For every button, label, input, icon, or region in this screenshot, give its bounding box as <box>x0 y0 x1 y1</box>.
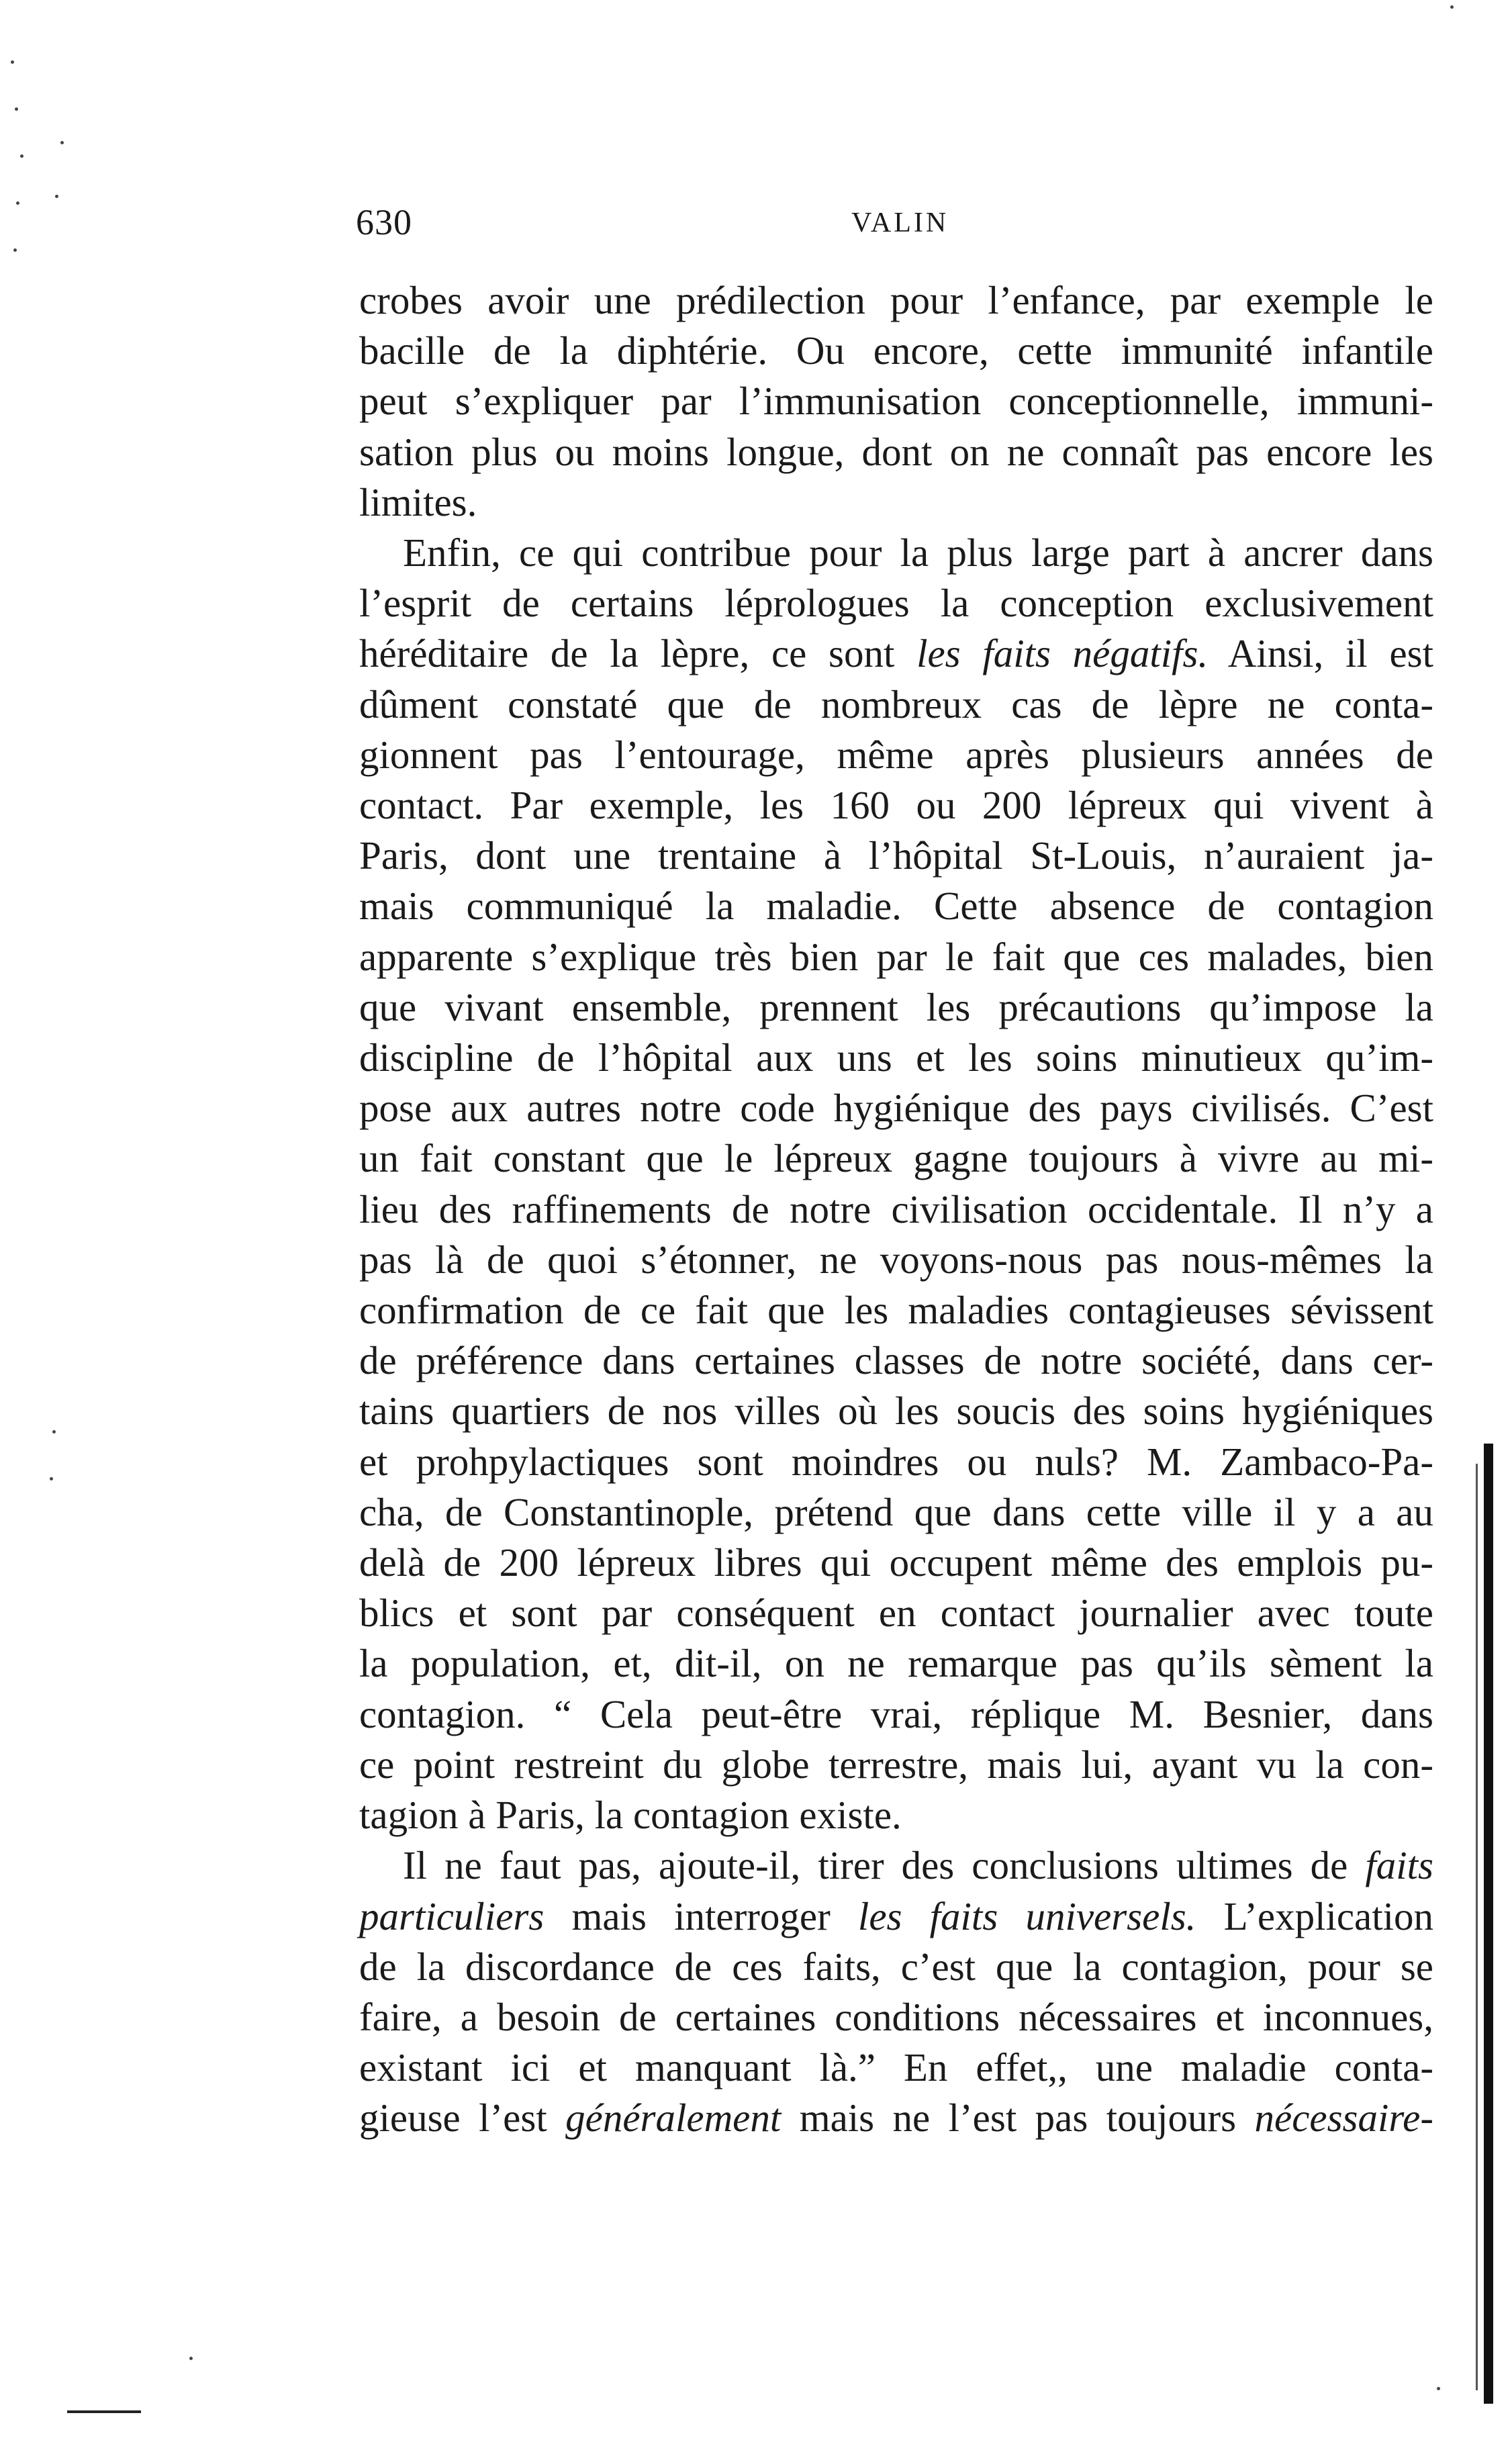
italic-phrase: particuliers <box>359 1893 545 1938</box>
text-line: la population, et, dit-il, on ne remarque pas qu’ils sèment la <box>359 1641 1433 1686</box>
text-line: gionnent pas l’entourage, même après plusieurs années de <box>359 732 1433 777</box>
text-line: confirmation de ce fait que les maladies contagieuses sévissent <box>359 1288 1433 1333</box>
text-line: faire, a besoin de certaines conditions nécessaires et inconnues, <box>359 1994 1433 2039</box>
scan-edge-shadow <box>1484 1444 1493 2404</box>
italic-phrase: les faits négatifs. <box>916 631 1209 676</box>
text-line: pas là de quoi s’étonner, ne voyons-nous pas nous-mêmes la <box>359 1237 1433 1282</box>
text-line: ce point restreint du globe terrestre, mais lui, ayant vu la con- <box>359 1742 1433 1787</box>
scan-speck <box>13 248 17 252</box>
text-line: lieu des raffinements de notre civilisation occidentale. Il n’y a <box>359 1186 1433 1231</box>
text-line: cha, de Constantinople, prétend que dans cette ville il y a au <box>359 1489 1433 1534</box>
text-line: tagion à Paris, la contagion existe. <box>359 1793 902 1838</box>
text-line: discipline de l’hôpital aux uns et les soins minutieux qu’im- <box>359 1035 1433 1080</box>
text-line: de la discordance de ces faits, c’est que la contagion, pour se <box>359 1944 1433 1989</box>
text-run: mais ne l’est pas toujours <box>799 2096 1237 2141</box>
scan-speck <box>15 107 18 111</box>
text-line: peut s’expliquer par l’immunisation conceptionnelle, immuni- <box>359 379 1433 424</box>
scan-edge-line <box>1476 1464 1478 2390</box>
page-number: 630 <box>356 202 412 242</box>
text-line: blics et sont par conséquent en contact journalier avec toute <box>359 1591 1433 1636</box>
text-line: dûment constaté que de nombreux cas de lèpre ne conta- <box>359 682 1433 726</box>
text-line: de préférence dans certaines classes de notre société, dans cer- <box>359 1338 1433 1383</box>
scan-speck <box>189 2357 193 2360</box>
italic-phrase: généralement <box>565 2096 782 2141</box>
scan-speck <box>52 1430 56 1433</box>
text-line: bacille de la diphtérie. Ou encore, cette immunité infantile <box>359 328 1433 373</box>
body-text <box>359 275 1433 2144</box>
text-line: mais communiqué la maladie. Cette absence de contagion <box>359 884 1433 929</box>
scan-speck <box>20 154 23 158</box>
scan-speck <box>50 1477 53 1480</box>
text-line: pose aux autres notre code hygiénique des pays civilisés. C’est <box>359 1086 1433 1131</box>
text-line <box>359 2093 1433 2143</box>
text-line: sation plus ou moins longue, dont on ne connaît pas encore les <box>359 429 1433 474</box>
scan-speck <box>11 60 14 64</box>
text-line: limites. <box>359 479 477 524</box>
scan-speck <box>60 141 64 144</box>
text-run: Il ne faut pas, ajoute-il, tirer des conclusions ultimes de <box>403 1843 1348 1888</box>
text-line: existant ici et manquant là.” En effet,, une maladie conta- <box>359 2045 1433 2090</box>
italic-phrase: nécessaire- <box>1254 2096 1434 2141</box>
scan-speck <box>16 201 19 205</box>
italic-phrase: les faits universels. <box>857 1893 1196 1938</box>
text-line: tains quartiers de nos villes où les soucis des soins hygiéniques <box>359 1389 1433 1433</box>
scan-speck <box>55 195 58 198</box>
text-line: contagion. “ Cela peut-être vrai, réplique M. Besnier, dans <box>359 1691 1433 1736</box>
text-run: L’explication <box>1223 1893 1434 1938</box>
text-line: crobes avoir une prédilection pour l’enfance, par exemple le <box>359 278 1433 322</box>
text-line <box>359 1840 1433 1891</box>
scan-speck <box>1437 2387 1440 2390</box>
text-line: delà de 200 lépreux libres qui occupent même des emplois pu- <box>359 1540 1433 1585</box>
text-run: héréditaire de la lèpre, ce sont <box>359 631 895 676</box>
text-line: et prohpylactiques sont moindres ou nuls? M. Zambaco-Pa- <box>359 1439 1433 1484</box>
text-line: contact. Par exemple, les 160 ou 200 lépreux qui vivent à <box>359 783 1433 828</box>
running-head: VALIN <box>851 207 949 238</box>
text-line: apparente s’explique très bien par le fait que ces malades, bien <box>359 934 1433 979</box>
text-run: Ainsi, il est <box>1227 631 1434 676</box>
text-line: Enfin, ce qui contribue pour la plus large part à ancrer dans <box>403 530 1433 575</box>
text-line: un fait constant que le lépreux gagne toujours à vivre au mi- <box>359 1136 1433 1181</box>
scan-speck <box>1450 5 1454 9</box>
text-run: gieuse l’est <box>359 2096 547 2141</box>
text-line: Paris, dont une trentaine à l’hôpital St-Louis, n’auraient ja- <box>359 833 1433 878</box>
text-line <box>359 1891 1433 1942</box>
text-line: que vivant ensemble, prennent les précautions qu’impose la <box>359 984 1433 1029</box>
italic-phrase: faits <box>1365 1843 1433 1888</box>
text-line: l’esprit de certains léprologues la conception exclusivement <box>359 581 1433 626</box>
text-line <box>359 628 1433 679</box>
text-run: mais interroger <box>571 1893 831 1938</box>
scan-corner-mark <box>67 2410 141 2413</box>
